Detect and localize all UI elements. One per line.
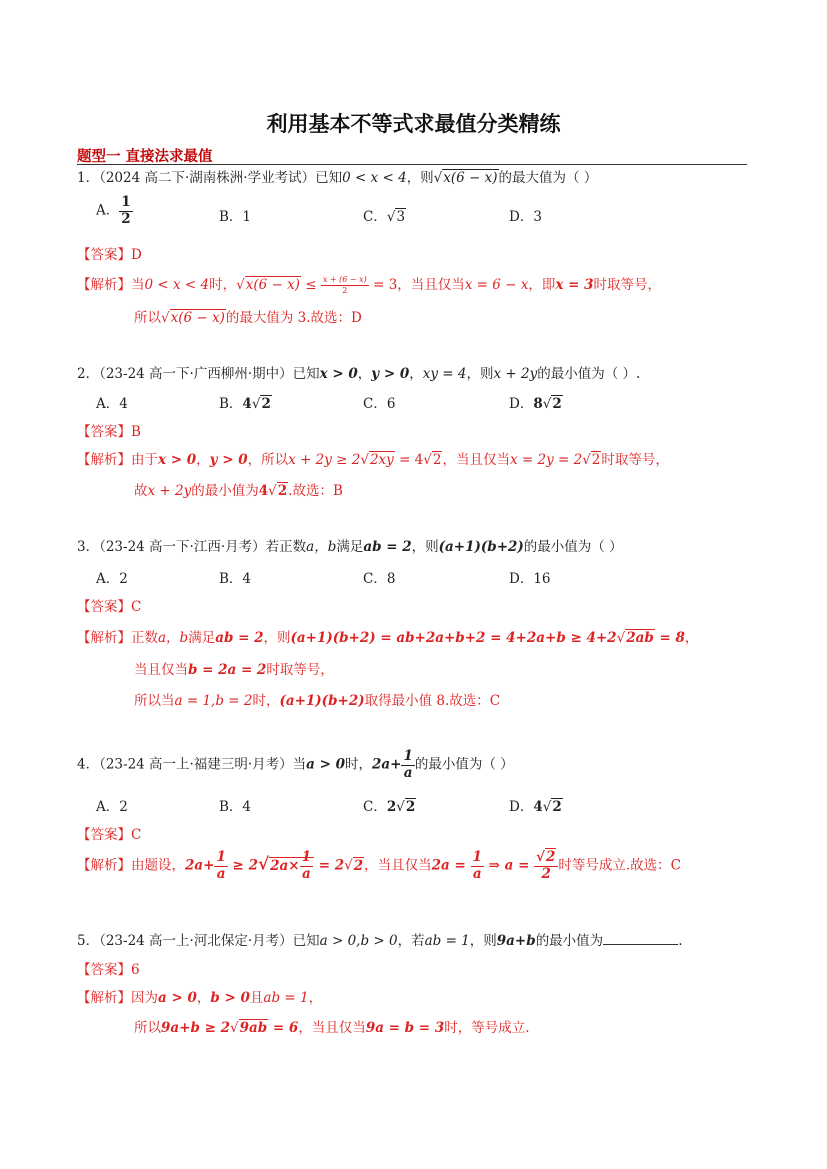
question-3-option-d: D．16 [509,571,551,587]
section-divider [77,164,747,165]
question-1-option-b: B．1 [219,209,252,225]
question-2-answer: 【答案】B [77,424,141,440]
question-3-analysis-line-1: 【解析】正数a，b满足ab = 2，则(a+1)(b+2) = ab+2a+b+2 = 4+2a+b ≥ 4+2√2ab = 8， [77,630,699,646]
question-3-analysis-line-3: 所以当a = 1,b = 2时，(a+1)(b+2)取得最小值 8.故选：C [134,693,501,709]
question-3-stem: 3．（23-24 高一下·江西·月考）若正数a，b满足ab = 2，则(a+1)(b+2)的最小值为（ ） [77,539,623,555]
question-1-option-c: C．√3 [363,209,406,225]
question-4-stem: 4．（23-24 高一上·福建三明·月考）当a > 0时，2a+ $\frac{1}{a}$ 的最小值为（ ） [77,748,514,781]
answer-blank[interactable] [603,932,678,945]
question-4-answer: 【答案】C [77,827,142,843]
section-heading: 题型一 直接法求最值 [77,149,213,165]
question-5-analysis-line-2: 所以9a+b ≥ 2√9ab = 6，当且仅当9a = b = 3时，等号成立. [134,1020,530,1036]
question-2-analysis-line-1: 【解析】由于x > 0，y > 0，所以x + 2y ≥ 2√2xy = 4√2，当且仅当x = 2y = 2√2时取等号， [77,452,669,468]
question-3-option-c: C．8 [363,571,396,587]
question-1-analysis-line-2: 所以√x(6 − x)的最大值为 3.故选：D [134,310,362,326]
question-4-option-d: D．4√2 [509,799,562,815]
question-3-answer: 【答案】C [77,599,142,615]
page-title: 利用基本不等式求最值分类精练 [266,112,561,136]
question-4-option-a: A．2 [96,799,128,815]
question-2-stem: 2．（23-24 高一下·广西柳州·期中）已知x > 0，y > 0，xy = 4，则x + 2y的最小值为（ ）. [77,366,641,382]
question-5-analysis-line-1: 【解析】因为a > 0，b > 0且ab = 1， [77,990,323,1006]
question-1-answer: 【答案】D [77,247,142,263]
question-2-option-a: A．4 [96,396,128,412]
question-3-option-b: B．4 [219,571,252,587]
question-2-option-b: B．4√2 [219,396,271,412]
question-1-option-a: A． $\frac{1}{2}$ [96,194,131,227]
question-4-option-c: C．2√2 [363,799,416,815]
question-5-answer: 【答案】6 [77,962,140,978]
question-4-analysis: 【解析】由题设，2a+ $\frac{1}{a}$ ≥ 2√2a× $\frac{1}{a}$ = 2√2，当且仅当2a = $\frac{1}{a}$ ⇒ a = $\frac{√2}{2}$ 时等号成立.故选：C [77,849,681,882]
question-3-analysis-line-2: 当且仅当b = 2a = 2时取等号， [134,662,334,678]
question-1-stem: 1．（2024 高二下·湖南株洲·学业考试）已知0 < x < 4，则√x(6 − x)的最大值为（ ） [77,170,598,186]
question-3-option-a: A．2 [96,571,128,587]
question-4-option-b: B．4 [219,799,252,815]
question-5-stem: 5．（23-24 高一上·河北保定·月考）已知a > 0,b > 0，若ab = 1，则9a+b的最小值为 . [77,933,683,949]
question-2-option-c: C．6 [363,396,396,412]
question-1-option-d: D．3 [509,209,542,225]
question-1-analysis-line-1: 【解析】当0 < x < 4时，√x(6 − x) ≤ $\frac{x + (6 - x)}{2}$ = 3，当且仅当x = 6 − x，即x = 3时取等号， [77,275,662,295]
question-2-option-d: D．8√2 [509,396,562,412]
question-2-analysis-line-2: 故x + 2y的最小值为4√2.故选：B [134,483,343,499]
